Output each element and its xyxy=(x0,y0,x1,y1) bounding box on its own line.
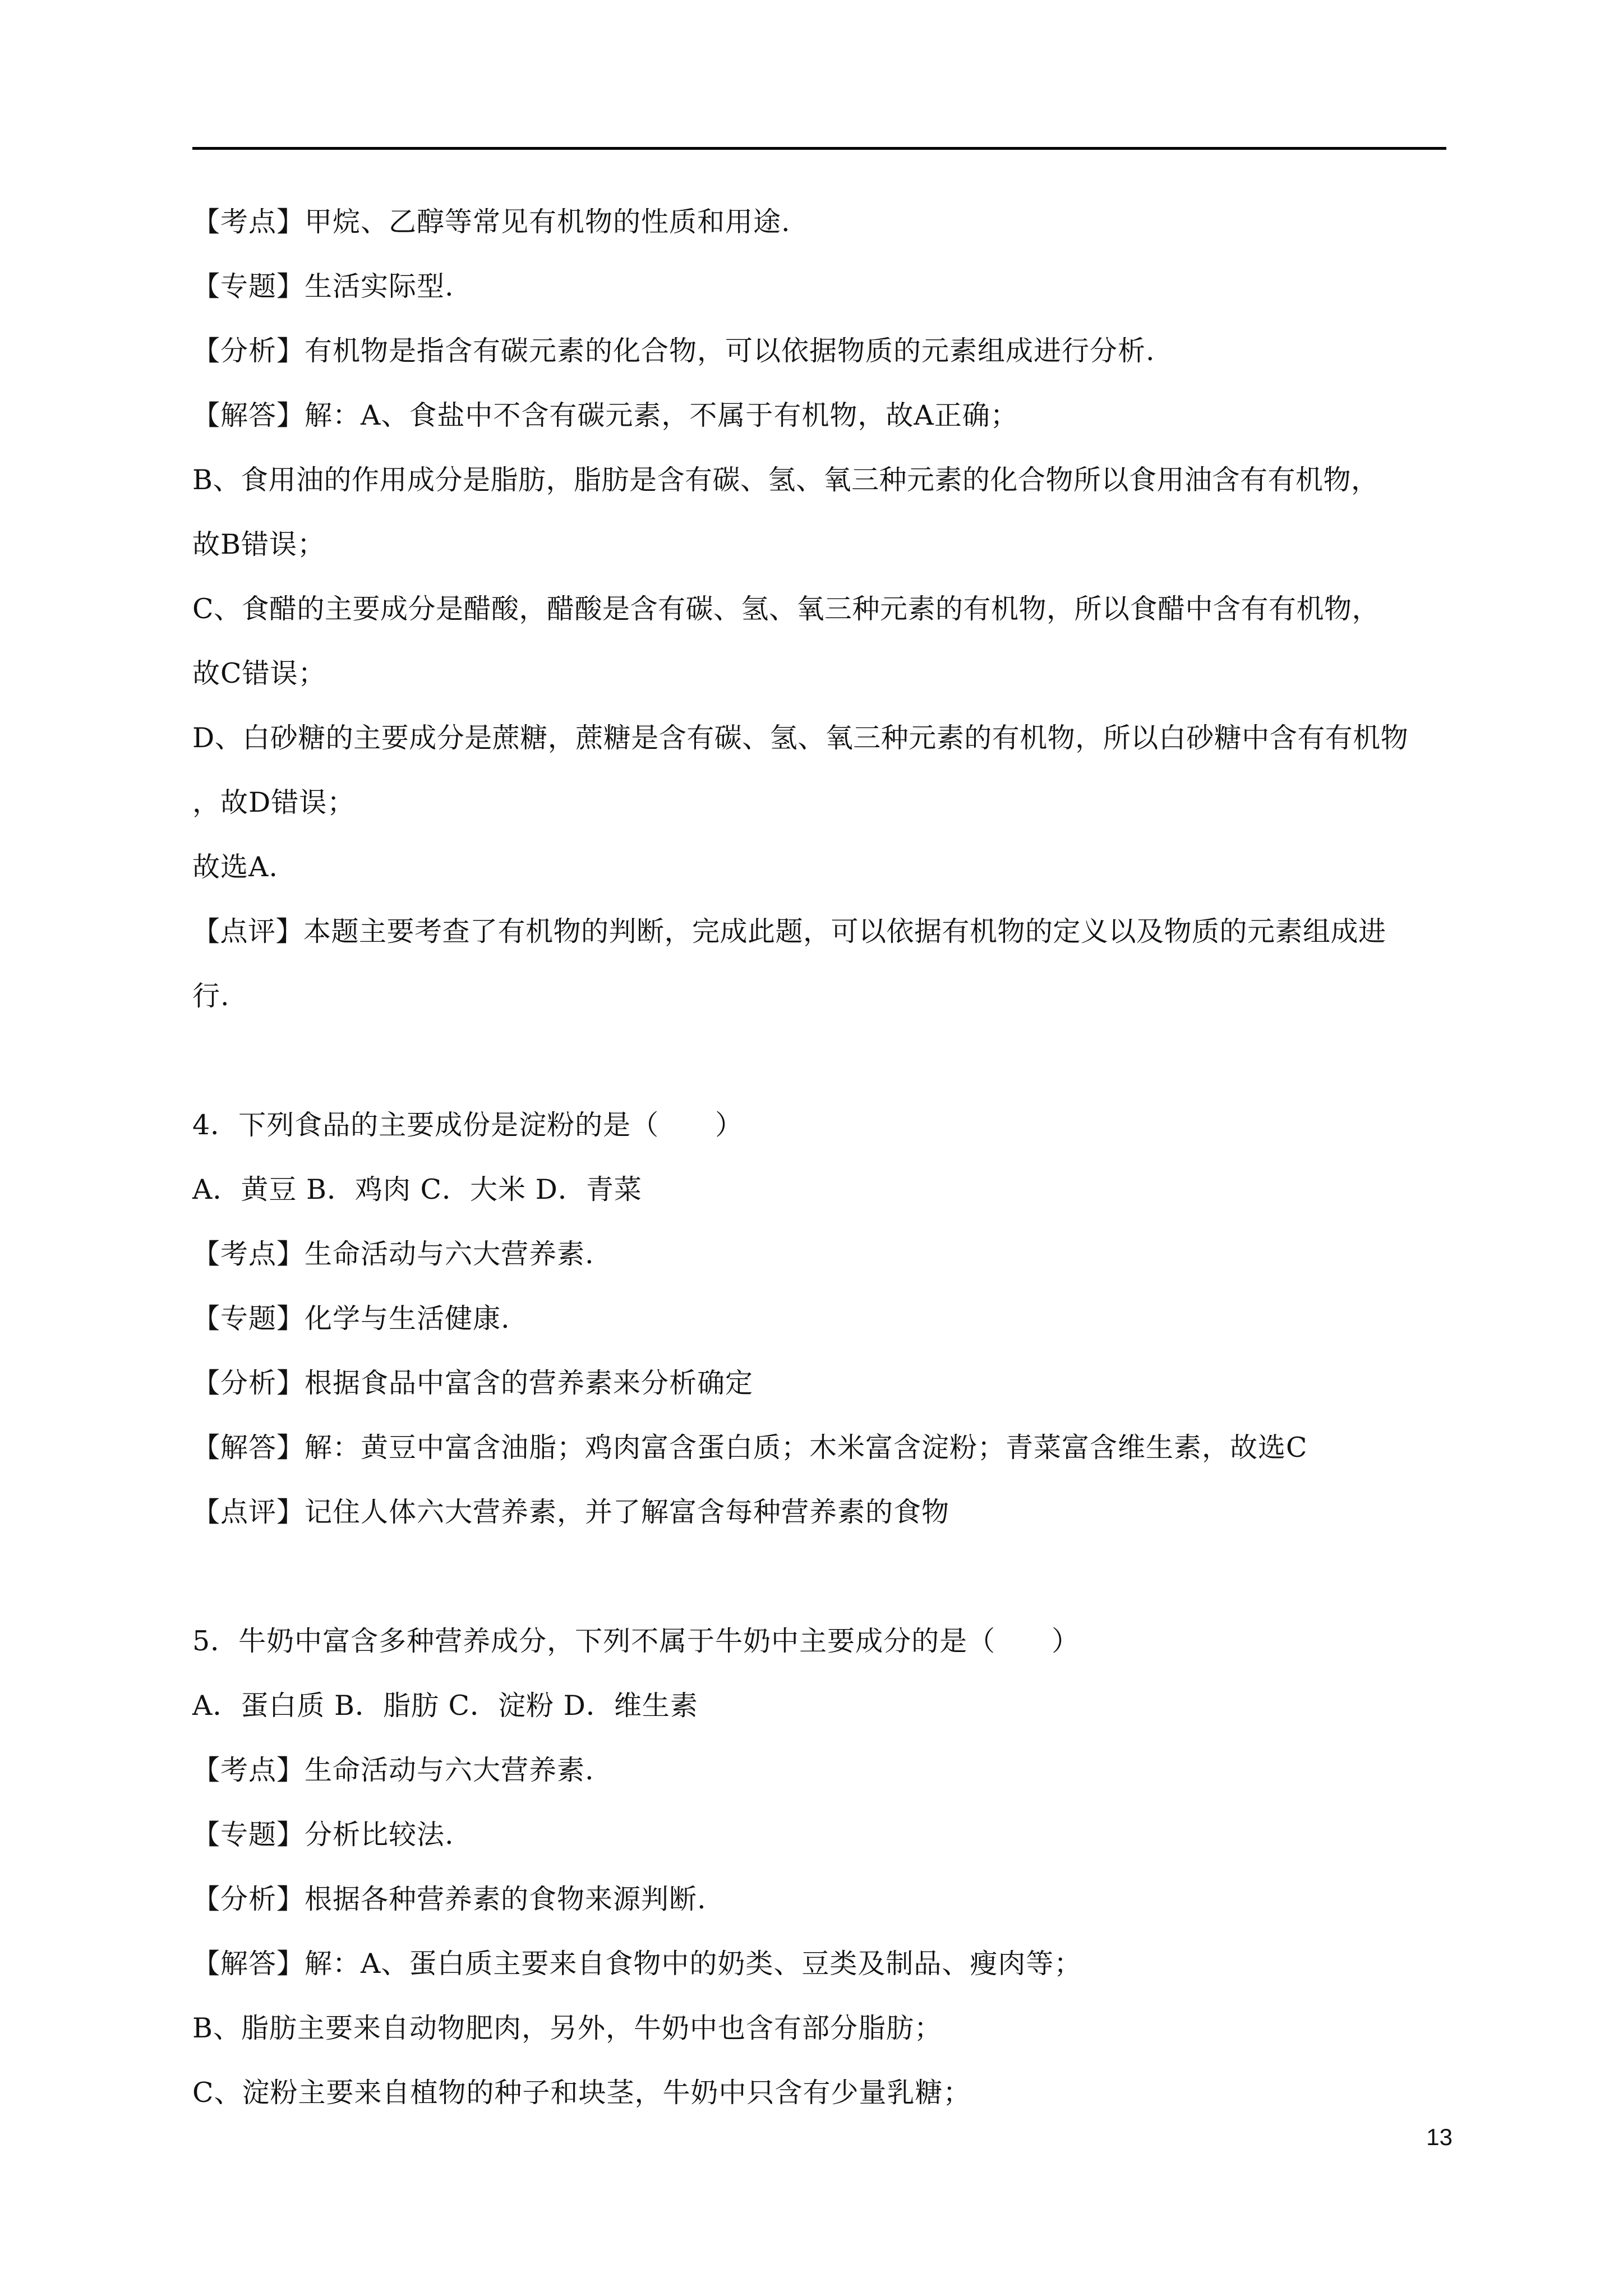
text-line: 【点评】记住人体六大营养素，并了解富含每种营养素的食物 xyxy=(192,1496,950,1528)
text-line: C、食醋的主要成分是醋酸，醋酸是含有碳、氢、氧三种元素的有机物，所以食醋中含有有机物， xyxy=(192,593,1380,625)
text-line: 【分析】根据各种营养素的食物来源判断. xyxy=(192,1883,707,1915)
text-line: B、脂肪主要来自动物肥肉，另外，牛奶中也含有部分脂肪； xyxy=(192,2012,943,2044)
text-line: 【专题】生活实际型. xyxy=(192,270,454,302)
text-line: 故C错误； xyxy=(192,657,326,689)
text-line: 【分析】有机物是指含有碳元素的化合物，可以依据物质的元素组成进行分析. xyxy=(192,335,1155,367)
text-line: 【点评】本题主要考查了有机物的判断，完成此题，可以依据有机物的定义以及物质的元素组成进 xyxy=(192,915,1386,947)
text-line: D、白砂糖的主要成分是蔗糖，蔗糖是含有碳、氢、氧三种元素的有机物，所以白砂糖中含有有机物 xyxy=(192,722,1409,754)
text-line: 【考点】甲烷、乙醇等常见有机物的性质和用途. xyxy=(192,206,791,238)
question-4-stem: 4．下列食品的主要成份是淀粉的是（ ） xyxy=(192,1109,744,1141)
text-line: 故选A. xyxy=(192,851,278,883)
text-line: 【专题】分析比较法. xyxy=(192,1819,454,1851)
question-4-options: A．黄豆 B．鸡肉 C．大米 D．青菜 xyxy=(192,1174,642,1205)
text-line: 【分析】根据食品中富含的营养素来分析确定 xyxy=(192,1367,754,1399)
paragraph-gap xyxy=(192,1028,1446,1093)
text-line: 【考点】生命活动与六大营养素. xyxy=(192,1238,594,1270)
text-line: 【解答】解：A、食盐中不含有碳元素，不属于有机物，故A正确； xyxy=(192,399,1018,431)
paragraph-gap xyxy=(192,1544,1446,1609)
header-rule xyxy=(192,147,1446,150)
page-number: 13 xyxy=(1426,2124,1453,2150)
text-line: 【考点】生命活动与六大营养素. xyxy=(192,1754,594,1786)
text-line: ，故D错误； xyxy=(192,786,356,818)
text-line: 【解答】解：A、蛋白质主要来自食物中的奶类、豆类及制品、瘦肉等； xyxy=(192,1948,1082,1980)
text-line: B、食用油的作用成分是脂肪，脂肪是含有碳、氢、氧三种元素的化合物所以食用油含有有机物， xyxy=(192,464,1379,496)
text-line: 【解答】解：黄豆中富含油脂；鸡肉富含蛋白质；木米富含淀粉；青菜富含维生素，故选C xyxy=(192,1432,1308,1464)
question-5-options: A．蛋白质 B．脂肪 C．淀粉 D．维生素 xyxy=(192,1690,698,1722)
question-5-stem: 5．牛奶中富含多种营养成分，下列不属于牛奶中主要成分的是（ ） xyxy=(192,1625,1080,1657)
text-line: 故B错误； xyxy=(192,528,326,560)
text-line: C、淀粉主要来自植物的种子和块茎，牛奶中只含有少量乳糖； xyxy=(192,2077,971,2109)
document-body xyxy=(192,190,1446,2125)
text-line: 行. xyxy=(192,980,230,1012)
text-line: 【专题】化学与生活健康. xyxy=(192,1303,510,1335)
